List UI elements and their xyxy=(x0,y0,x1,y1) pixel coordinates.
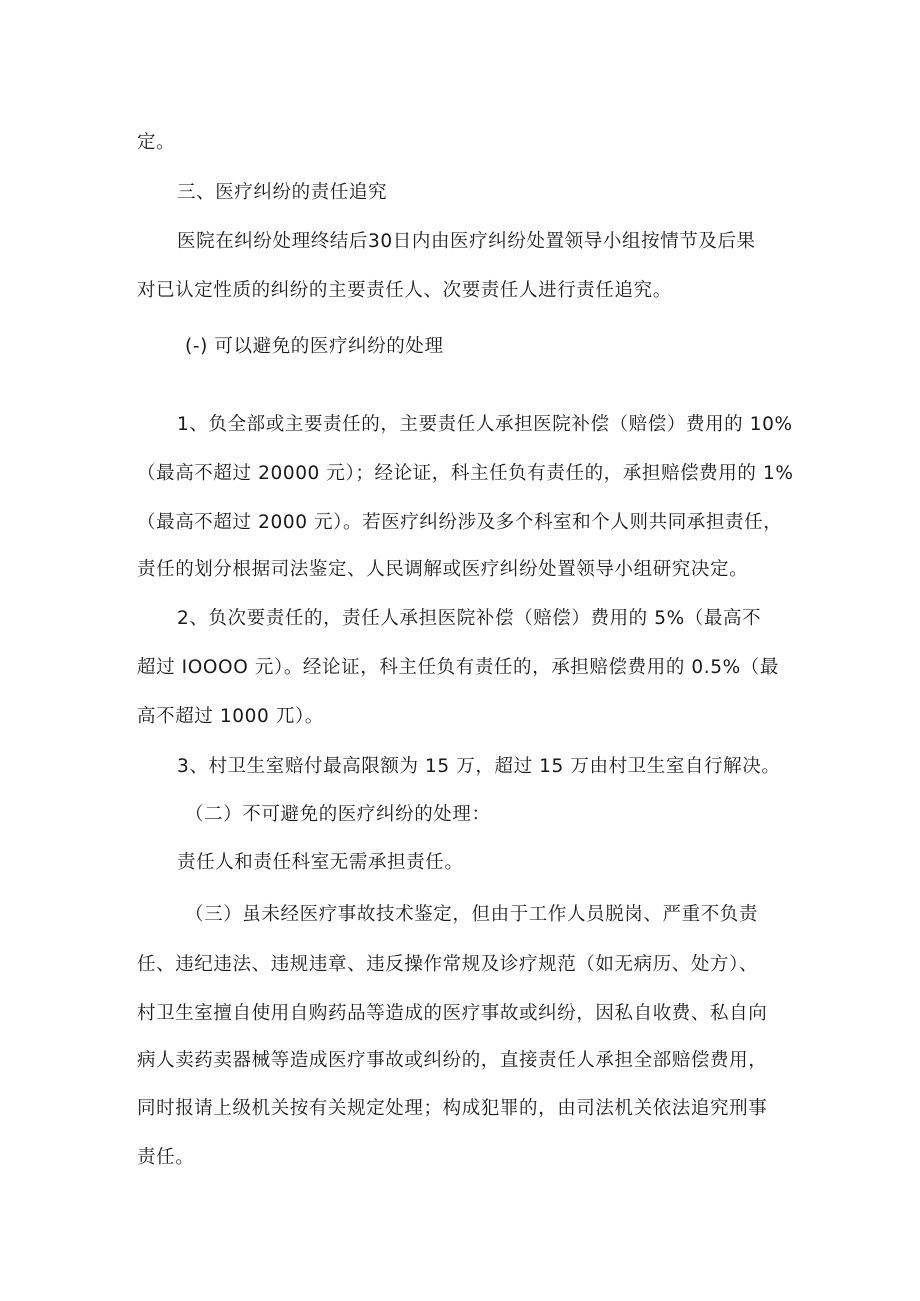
item-3-line-1: 3、村卫生室赔付最高限额为 15 万，超过 15 万由村卫生室自行解决。 xyxy=(177,756,781,777)
subsection-3-line-5: 同时报请上级机关按有关规定处理；构成犯罪的，由司法机关依法追究刑事 xyxy=(137,1098,768,1119)
item-2-line-3: 高不超过 1000 兀）。 xyxy=(137,706,324,727)
item-1-line-1: 1、负全部或主要责任的，主要责任人承担医院补偿（赔偿）费用的 10% xyxy=(177,414,793,435)
subsection-heading-avoidable: (-) 可以避免的医疗纠纷的处理 xyxy=(185,336,444,357)
intro-paragraph-line-1: 医院在纠纷处理终结后30日内由医疗纠纷处置领导小组按情节及后果 xyxy=(177,231,756,252)
item-2-line-2: 超过 IOOOO 元）。经论证，科主任负有责任的，承担赔偿费用的 0.5%（最 xyxy=(137,657,779,678)
item-1-line-4: 责任的划分根据司法鉴定、人民调解或医疗纠纷处置领导小组研究决定。 xyxy=(137,559,749,580)
subsection-3-line-4: 病人卖药卖器械等造成医疗事故或纠纷的，直接责任人承担全部赔偿费用， xyxy=(137,1050,768,1071)
section-heading: 三、医疗纠纷的责任追究 xyxy=(177,182,388,203)
subsection-heading-unavoidable: （二）不可避免的医疗纠纷的处理： xyxy=(185,804,491,825)
subsection-3-line-1: （三）虽未经医疗事故技术鉴定，但由于工作人员脱岗、严重不负责 xyxy=(185,904,759,925)
paragraph-continuation-line: 定。 xyxy=(137,132,176,153)
unavoidable-paragraph: 责任人和责任科室无需承担责任。 xyxy=(177,852,464,873)
subsection-3-line-2: 任、违纪违法、违规违章、违反操作常规及诊疗规范（如无病历、处方）、 xyxy=(137,954,759,975)
subsection-3-line-6: 责任。 xyxy=(137,1147,195,1168)
item-1-line-3: （最高不超过 2000 元）。若医疗纠纷涉及多个科室和个人则共同承担责任， xyxy=(137,512,783,533)
subsection-3-line-3: 村卫生室擅自使用自购药品等造成的医疗事故或纠纷，因私自收费、私自向 xyxy=(137,1003,768,1024)
item-1-line-2: （最高不超过 20000 元）；经论证，科主任负有责任的，承担赔偿费用的 1% xyxy=(137,463,794,484)
item-2-line-1: 2、负次要责任的，责任人承担医院补偿（赔偿）费用的 5%（最高不 xyxy=(177,608,762,629)
intro-paragraph-line-2: 对已认定性质的纠纷的主要责任人、次要责任人进行责任追究。 xyxy=(137,280,672,301)
